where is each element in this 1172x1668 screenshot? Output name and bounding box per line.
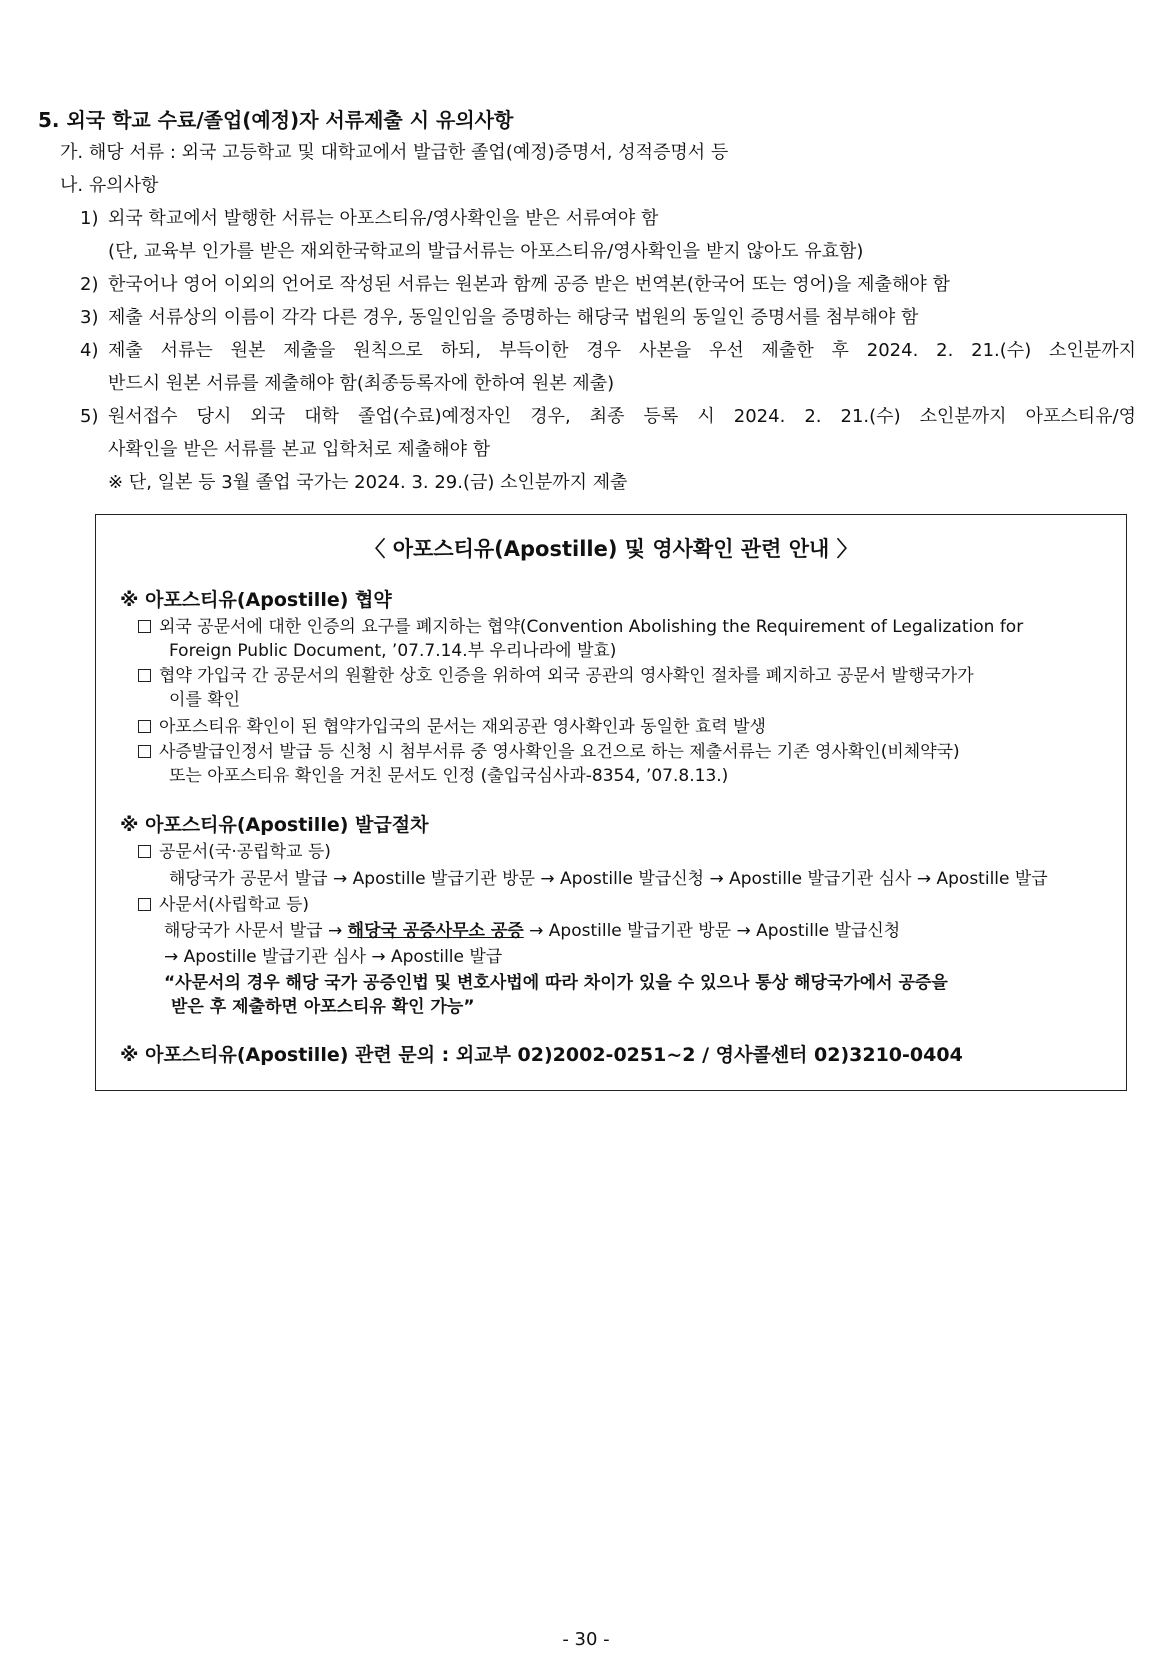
note-5-line-3: ※ 단, 일본 등 3월 졸업 국가는 2024. 3. 29.(금) 소인분까지 제출 xyxy=(108,472,628,493)
checkbox-icon xyxy=(138,720,151,733)
note-1-line-1: 외국 학교에서 발행한 서류는 아포스티유/영사확인을 받은 서류여야 함 xyxy=(108,208,659,229)
note-5-line-2: 사확인을 받은 서류를 본교 입학처로 제출해야 함 xyxy=(108,439,491,460)
note-3-line-1: 제출 서류상의 이름이 각각 다른 경우, 동일인임을 증명하는 해당국 법원의 동일인 증명서를 첨부해야 함 xyxy=(108,307,919,328)
page-number: - 30 - xyxy=(562,1629,610,1650)
note-3-number: 3) xyxy=(80,307,99,328)
procedure-public xyxy=(138,841,331,863)
procedure-quote-line-2: 받은 후 제출하면 아포스티유 확인 가능” xyxy=(171,997,475,1017)
note-5-line-1: 원서접수 당시 외국 대학 졸업(수료)예정자인 경우, 최종 등록 시 2024. 2. 21.(수) 소인분까지 아포스티유/영 xyxy=(108,406,1136,427)
apostille-info-box xyxy=(95,514,1127,1091)
private-step-d: → Apostille 발급기관 심사 → Apostille 발급 xyxy=(164,947,503,967)
treaty-item-1-line-1: 외국 공문서에 대한 인증의 요구를 폐지하는 협약(Convention Abolishing the Requirement of Legalization for xyxy=(159,617,1024,637)
note-4-line-1: 제출 서류는 원본 제출을 원칙으로 하되, 부득이한 경우 사본을 우선 제출한 후 2024. 2. 21.(수) 소인분까지 xyxy=(108,340,1136,361)
checkbox-icon xyxy=(138,620,151,633)
item-ga: 가. 해당 서류 : 외국 고등학교 및 대학교에서 발급한 졸업(예정)증명서, 성적증명서 등 xyxy=(60,142,729,163)
procedure-private-label: 사문서(사립학교 등) xyxy=(159,895,310,915)
note-4-line-2: 반드시 원본 서류를 제출해야 함(최종등록자에 한하여 원본 제출) xyxy=(108,373,615,394)
treaty-heading: ※ 아포스티유(Apostille) 협약 xyxy=(120,589,392,611)
treaty-item-4-line-2: 또는 아포스티유 확인을 거친 문서도 인정 (출입국심사과-8354, ’07.8.13.) xyxy=(169,766,729,786)
checkbox-icon xyxy=(138,669,151,682)
contact-info: ※ 아포스티유(Apostille) 관련 문의 : 외교부 02)2002-0251~2 / 영사콜센터 02)3210-0404 xyxy=(120,1044,963,1066)
section-title: 5. 외국 학교 수료/졸업(예정)자 서류제출 시 유의사항 xyxy=(38,108,514,132)
private-step-c: → Apostille 발급기관 방문 → Apostille 발급신청 xyxy=(523,921,901,941)
box-title: 〈 아포스티유(Apostille) 및 영사확인 관련 안내 〉 xyxy=(364,537,858,561)
note-1-number: 1) xyxy=(80,208,99,229)
procedure-public-label: 공문서(국·공립학교 등) xyxy=(159,842,331,862)
note-2-line-1: 한국어나 영어 이외의 언어로 작성된 서류는 원본과 함께 공증 받은 번역본(한국어 또는 영어)을 제출해야 함 xyxy=(108,274,950,295)
private-step-notary: 해당국 공증사무소 공증 xyxy=(347,921,524,941)
treaty-item-2-line-1: 협약 가입국 간 공문서의 원활한 상호 인증을 위하여 외국 공관의 영사확인 절차를 폐지하고 공문서 발행국가가 xyxy=(159,666,974,686)
treaty-item-2 xyxy=(138,665,974,687)
private-step-a: 해당국가 사문서 발급 → xyxy=(164,921,348,941)
procedure-quote-line-1: “사문서의 경우 해당 국가 공증인법 및 변호사법에 따라 차이가 있을 수 있으나 통상 해당국가에서 공증을 xyxy=(164,973,948,993)
procedure-private-steps xyxy=(164,920,900,942)
procedure-public-steps: 해당국가 공문서 발급 → Apostille 발급기관 방문 → Apostille 발급신청 → Apostille 발급기관 심사 → Apostille 발급 xyxy=(169,869,1048,889)
checkbox-icon xyxy=(138,898,151,911)
note-5-number: 5) xyxy=(80,406,99,427)
checkbox-icon xyxy=(138,845,151,858)
treaty-item-4 xyxy=(138,741,960,763)
procedure-private xyxy=(138,894,309,916)
note-1-line-2: (단, 교육부 인가를 받은 재외한국학교의 발급서류는 아포스티유/영사확인을 받지 않아도 유효함) xyxy=(108,241,864,262)
treaty-item-2-line-2: 이를 확인 xyxy=(169,690,241,710)
note-2-number: 2) xyxy=(80,274,99,295)
treaty-item-1 xyxy=(138,616,1023,638)
treaty-item-3-line-1: 아포스티유 확인이 된 협약가입국의 문서는 재외공관 영사확인과 동일한 효력 발생 xyxy=(159,717,766,737)
item-na: 나. 유의사항 xyxy=(60,175,159,196)
checkbox-icon xyxy=(138,745,151,758)
note-4-number: 4) xyxy=(80,340,99,361)
treaty-item-1-line-2: Foreign Public Document, ’07.7.14.부 우리나라에 발효) xyxy=(169,641,617,661)
treaty-item-4-line-1: 사증발급인정서 발급 등 신청 시 첨부서류 중 영사확인을 요건으로 하는 제출서류는 기존 영사확인(비체약국) xyxy=(159,742,960,762)
procedure-heading: ※ 아포스티유(Apostille) 발급절차 xyxy=(120,814,429,836)
treaty-item-3 xyxy=(138,716,766,738)
